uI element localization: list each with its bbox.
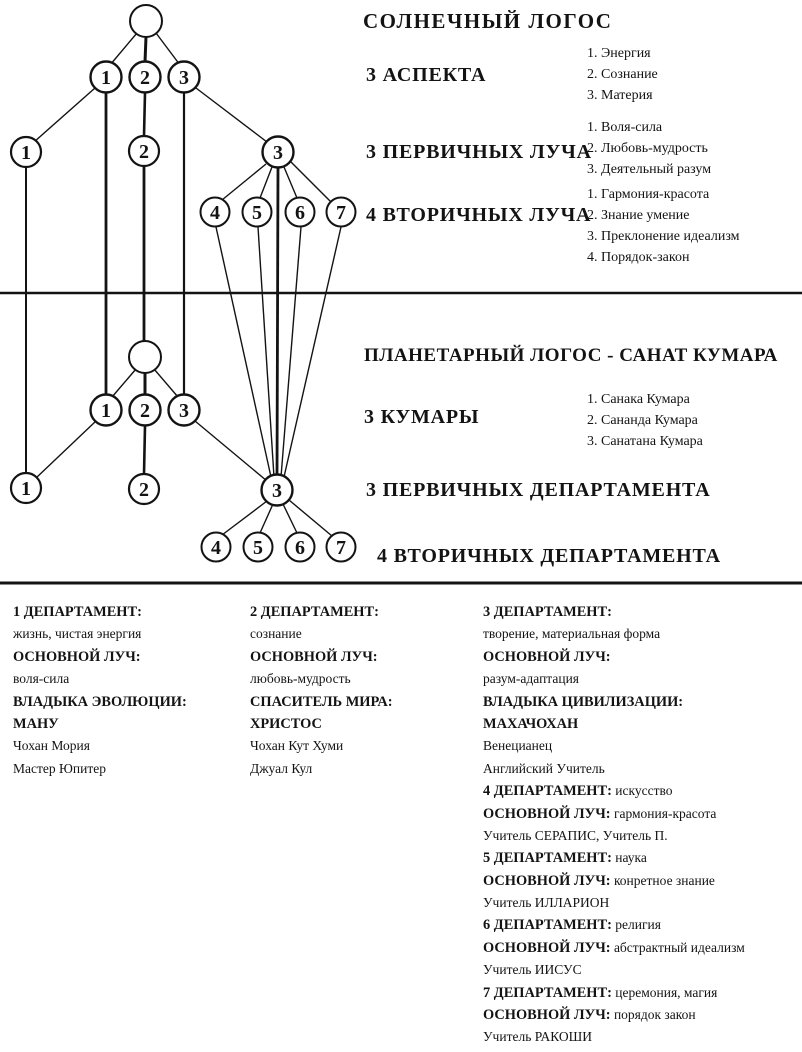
- connector-line: [145, 37, 146, 62]
- solar-root-node: [130, 5, 162, 37]
- connector-line: [144, 426, 145, 474]
- text-line: МАНУ: [13, 715, 59, 732]
- text-line: 5 ДЕПАРТАМЕНТ: наука: [483, 850, 647, 867]
- list-item: 2. Сананда Кумара: [587, 412, 698, 428]
- connector-line: [156, 33, 180, 65]
- node-label: 7: [336, 202, 346, 224]
- kumaras-label: 3 КУМАРЫ: [364, 406, 480, 428]
- node-label: 5: [252, 202, 262, 224]
- department-2-column: [250, 601, 478, 780]
- primary-rays-label: 3 ПЕРВИЧНЫХ ЛУЧА: [366, 141, 592, 163]
- text-line: ОСНОВНОЙ ЛУЧ: абстрактный идеализм: [483, 939, 745, 956]
- solar-logos-title: СОЛНЕЧНЫЙ ЛОГОС: [363, 9, 613, 33]
- planetary-logos-title: ПЛАНЕТАРНЫЙ ЛОГОС - САНАТ КУМАРА: [364, 345, 778, 366]
- connector-line: [112, 369, 136, 397]
- node-label: 5: [253, 537, 263, 559]
- planetary-root-node: [129, 341, 161, 373]
- node-label: 2: [140, 67, 150, 89]
- connector-line: [283, 504, 297, 533]
- list-item: 3. Санатана Кумара: [587, 433, 703, 449]
- list-item: 1. Санака Кумара: [587, 392, 690, 407]
- list-item: 3. Преклонение идеализм: [587, 228, 740, 244]
- connector-line: [195, 421, 267, 481]
- text-line: МАХАЧОХАН: [483, 715, 579, 732]
- text-line: Английский Учитель: [483, 760, 605, 776]
- node-label: 1: [101, 400, 111, 422]
- text-line: 6 ДЕПАРТАМЕНТ: религия: [483, 917, 661, 934]
- list-item: 2. Любовь-мудрость: [587, 140, 708, 156]
- secondary-rays-label: 4 ВТОРИЧНЫХ ЛУЧА: [366, 204, 592, 226]
- node-label: 1: [21, 478, 31, 500]
- connector-line: [196, 88, 267, 142]
- text-line: 3 ДЕПАРТАМЕНТ:: [483, 604, 612, 620]
- text-line: Джуал Кул: [250, 760, 313, 776]
- text-line: 1 ДЕПАРТАМЕНТ:: [13, 604, 142, 620]
- connector-line: [216, 227, 271, 477]
- connector-line: [144, 93, 145, 136]
- text-line: ОСНОВНОЙ ЛУЧ:: [483, 648, 611, 665]
- text-line: Венецианец: [483, 738, 553, 754]
- text-line: разум-адаптация: [483, 671, 580, 687]
- connector-line: [291, 162, 331, 202]
- connector-line: [36, 421, 96, 478]
- text-line: СПАСИТЕЛЬ МИРА:: [250, 693, 393, 710]
- list-item: 1. Воля-сила: [587, 120, 663, 135]
- connector-line: [284, 227, 341, 477]
- text-line: ХРИСТОС: [250, 715, 322, 732]
- text-line: Чохан Мория: [13, 738, 90, 754]
- text-line: ОСНОВНОЙ ЛУЧ:: [13, 648, 141, 665]
- text-line: ОСНОВНОЙ ЛУЧ: конретное знание: [483, 872, 715, 889]
- connector-line: [284, 167, 297, 198]
- list-item: 1. Гармония-красота: [587, 187, 710, 202]
- list-item: 2. Знание умение: [587, 207, 690, 223]
- text-line: Учитель ИЛЛАРИОН: [483, 895, 610, 911]
- aspects-list: [587, 44, 658, 107]
- text-line: жизнь, чистая энергия: [13, 626, 142, 642]
- secondary-rays-list: [587, 185, 740, 269]
- connector-line: [110, 33, 137, 65]
- text-line: Мастер Юпитер: [13, 760, 106, 776]
- node-label: 7: [336, 537, 346, 559]
- list-item: 2. Сознание: [587, 66, 658, 82]
- list-item: 3. Деятельный разум: [587, 161, 712, 177]
- connector-line: [154, 369, 178, 397]
- connector-line: [281, 227, 301, 477]
- node-label: 3: [179, 400, 189, 422]
- text-line: 4 ДЕПАРТАМЕНТ: искусство: [483, 783, 673, 800]
- text-line: любовь-мудрость: [250, 671, 351, 687]
- connector-line: [260, 504, 273, 533]
- node-label: 2: [139, 479, 149, 501]
- list-item: 3. Материя: [587, 87, 653, 103]
- connector-line: [222, 164, 266, 200]
- secondary-departments-label: 4 ВТОРИЧНЫХ ДЕПАРТАМЕНТА: [377, 545, 721, 567]
- node-label: 2: [139, 141, 149, 163]
- text-line: ОСНОВНОЙ ЛУЧ:: [250, 648, 378, 665]
- node-label: 2: [140, 400, 150, 422]
- connector-line: [277, 168, 278, 476]
- text-line: Учитель ИИСУС: [483, 962, 582, 978]
- text-line: ОСНОВНОЙ ЛУЧ: гармония-красота: [483, 805, 717, 822]
- text-line: Чохан Кут Хуми: [250, 738, 344, 754]
- node-label: 6: [295, 537, 305, 559]
- text-line: ВЛАДЫКА ЦИВИЛИЗАЦИИ:: [483, 693, 684, 710]
- primary-departments-label: 3 ПЕРВИЧНЫХ ДЕПАРТАМЕНТА: [366, 479, 711, 501]
- text-line: Учитель СЕРАПИС, Учитель П.: [483, 827, 668, 843]
- connector-line: [222, 501, 267, 535]
- node-label: 3: [272, 480, 282, 502]
- node-label: 6: [295, 202, 305, 224]
- list-item: 1. Энергия: [587, 46, 651, 61]
- text-line: ВЛАДЫКА ЭВОЛЮЦИИ:: [13, 693, 187, 710]
- text-line: Учитель РАКОШИ: [483, 1029, 593, 1045]
- node-label: 4: [211, 537, 221, 559]
- text-line: ОСНОВНОЙ ЛУЧ: порядок закон: [483, 1007, 696, 1024]
- connector-line: [34, 88, 95, 142]
- text-line: творение, материальная форма: [483, 626, 661, 642]
- node-label: 4: [210, 202, 220, 224]
- department-1-column: [13, 601, 248, 780]
- text-line: воля-сила: [13, 671, 70, 687]
- connector-line: [260, 167, 272, 198]
- text-line: 2 ДЕПАРТАМЕНТ:: [250, 604, 379, 620]
- node-label: 3: [179, 67, 189, 89]
- department-3-7-column: [483, 601, 801, 1049]
- text-line: 7 ДЕПАРТАМЕНТ: церемония, магия: [483, 984, 718, 1001]
- text-line: сознание: [250, 626, 302, 642]
- aspects-label: 3 АСПЕКТА: [366, 64, 487, 86]
- kumaras-list: [587, 390, 703, 453]
- primary-rays-list: [587, 118, 711, 181]
- connector-line: [258, 227, 274, 477]
- list-item: 4. Порядок-закон: [587, 249, 690, 265]
- node-label: 1: [21, 142, 31, 164]
- node-label: 3: [273, 142, 283, 164]
- node-label: 1: [101, 67, 111, 89]
